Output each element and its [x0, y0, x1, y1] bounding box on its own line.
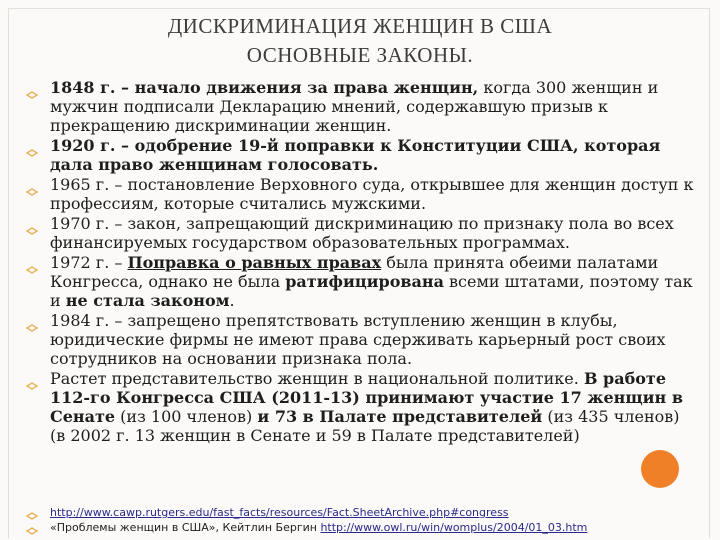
list-item	[26, 214, 696, 252]
list-item	[26, 175, 696, 213]
item-4-text: 1970 г. – закон, запрещающий дискриминацию по признаку пола во всех финансируемых государством образовательных программах.	[50, 214, 674, 252]
item-5-not-law: не стала законом	[65, 291, 230, 310]
item-7-text-3: (из 435 членов) (в 2002 г. 13 женщин в Сенате и 59 в Палате представителей)	[50, 407, 680, 445]
item-1-bold: 1848 г. – начало движения за права женщин,	[50, 78, 479, 97]
slide-title	[40, 12, 680, 70]
source-item	[26, 520, 706, 535]
list-item	[26, 136, 696, 174]
item-1-text: когда 300 женщин и мужчин подписали Декларацию мнений, содержавшую призыв к прекращению дискриминации женщин.	[50, 78, 659, 135]
item-5-ratified: ратифицирована	[285, 272, 444, 291]
item-5-amendment: Поправка о равных правах	[127, 253, 382, 272]
diamond-bullet-icon	[26, 524, 38, 532]
source-citation: «Проблемы женщин в США», Кейтлин Бергин	[50, 521, 321, 534]
item-5-text-4: .	[229, 291, 235, 310]
title-line-2: ОСНОВНЫЕ ЗАКОНЫ.	[246, 43, 474, 67]
item-7-text-2: (из 100 членов)	[115, 407, 258, 426]
title-line-1: ДИСКРИМИНАЦИЯ ЖЕНЩИН В США	[167, 14, 553, 38]
diamond-bullet-icon	[26, 317, 38, 325]
source-link-owl[interactable]: http://www.owl.ru/win/womplus/2004/01_03.htm	[320, 521, 588, 534]
item-5-text-1: 1972 г. –	[50, 253, 128, 272]
diamond-bullet-icon	[26, 509, 38, 517]
diamond-bullet-icon	[26, 181, 38, 189]
diamond-bullet-icon	[26, 84, 38, 92]
diamond-bullet-icon	[26, 142, 38, 150]
item-7-house: и 73 в Палате представителей	[257, 407, 543, 426]
source-item	[26, 505, 706, 520]
diamond-bullet-icon	[26, 375, 38, 383]
list-item	[26, 78, 696, 135]
source-list	[26, 505, 706, 535]
list-item	[26, 369, 696, 445]
diamond-bullet-icon	[26, 259, 38, 267]
item-3-text: 1965 г. – постановление Верховного суда, открывшее для женщин доступ к профессиям, которые считались мужскими.	[50, 175, 694, 213]
item-7-senate: В работе 112-го Конгресса США (2011-13) принимают участие 17 женщин в Сенате	[50, 369, 683, 426]
item-5-text-3: всеми штатами, поэтому так и	[50, 272, 693, 310]
list-item	[26, 311, 696, 368]
item-6-text: 1984 г. – запрещено препятствовать вступлению женщин в клубы, юридические фирмы не имеют права сдерживать карьерный рост своих сотрудников на основании признака пола.	[50, 311, 666, 368]
item-7-text-1: Растет представительство женщин в национальной политике.	[50, 369, 584, 388]
item-5-text-2: была принята обеими палатами Конгресса, однако не была	[50, 253, 659, 291]
source-link-cawp[interactable]: http://www.cawp.rutgers.edu/fast_facts/resources/Fact.SheetArchive.php#congress	[50, 506, 509, 519]
law-list	[26, 78, 696, 445]
list-item	[26, 253, 696, 310]
item-2-bold: 1920 г. – одобрение 19-й поправки к Конституции США, которая дала право женщинам голосовать.	[50, 136, 661, 174]
decorative-circle	[641, 450, 679, 488]
diamond-bullet-icon	[26, 220, 38, 228]
